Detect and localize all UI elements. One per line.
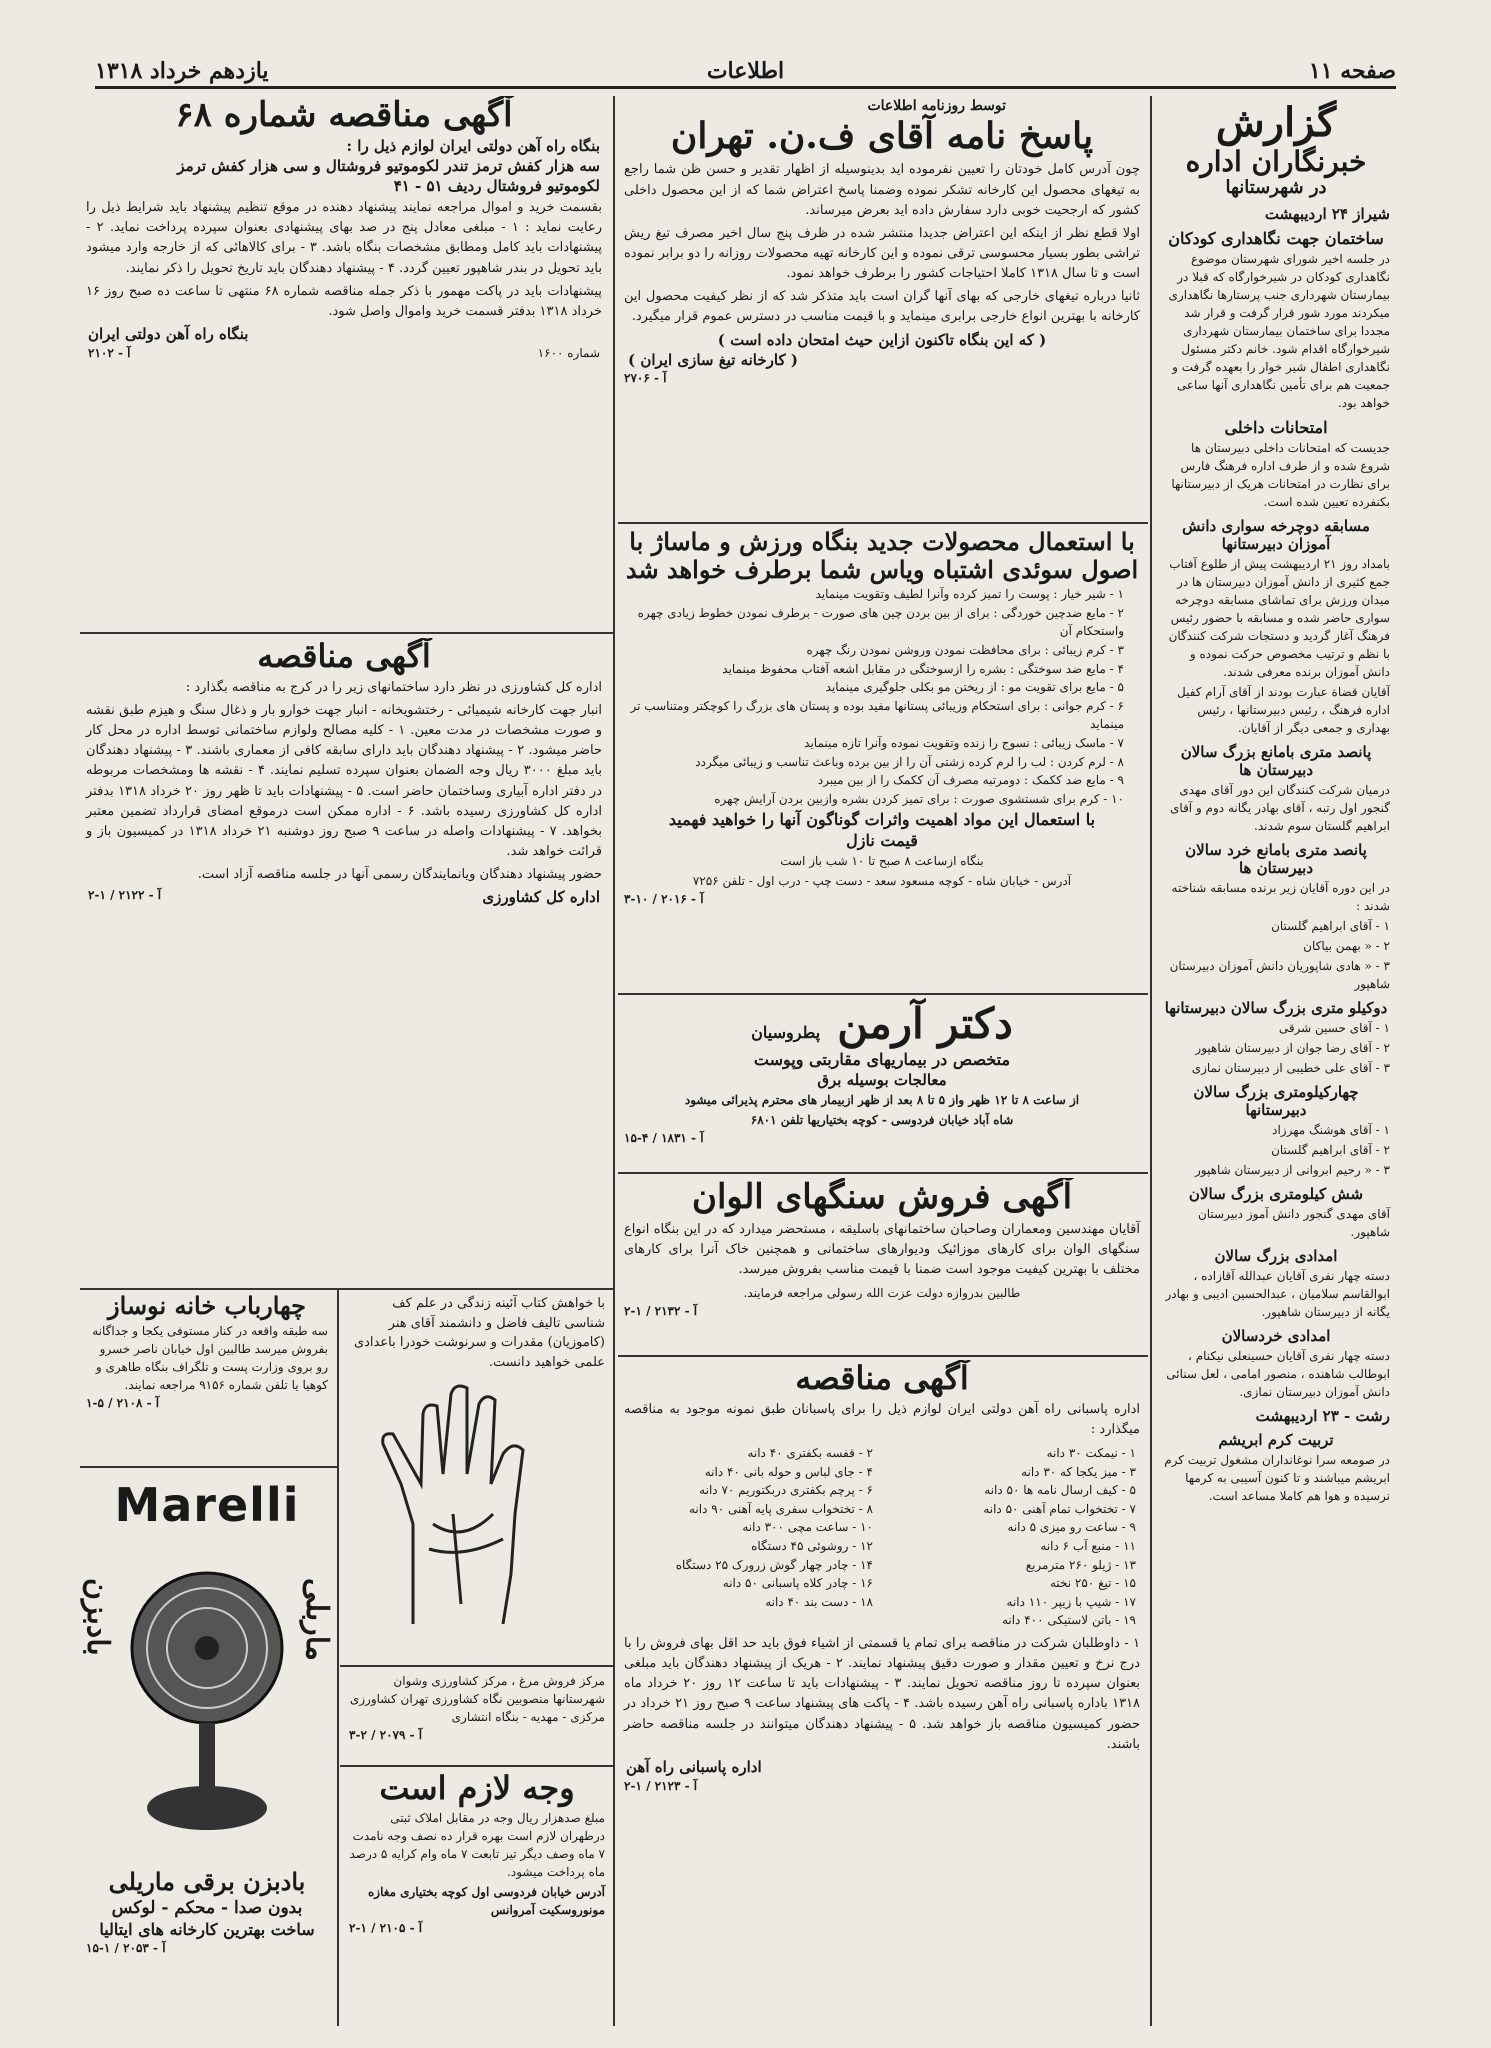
section-rule bbox=[618, 1355, 1148, 1357]
page-header bbox=[95, 50, 1396, 89]
tender68-signature: بنگاه راه آهن دولتی ایران bbox=[88, 324, 249, 343]
doctor-name-row bbox=[618, 1000, 1146, 1048]
reply-signature: ( کارخانه تیغ سازی ایران ) bbox=[628, 350, 798, 369]
section-rule bbox=[80, 1288, 614, 1290]
list-item: ۳ - « هادی شاپوریان دانش آموزان دبیرستان شاهپور bbox=[1169, 958, 1390, 991]
list-item: ۱۳ - ژیلو ۲۶۰ مترمربع bbox=[1025, 1557, 1136, 1572]
list-item: ۱ - نیمکت ۳۰ دانه bbox=[1046, 1446, 1136, 1461]
list-item: ۲ - « بهمن بیاکان bbox=[1303, 938, 1390, 953]
ad-ref: آ - ۲۰۱۶ / ۱۰-۳ bbox=[624, 892, 704, 907]
list-item: ۳ - « رحیم ابروانی از دبیرستان شاهپور bbox=[1195, 1162, 1390, 1177]
paper-name: اطلاعات bbox=[706, 58, 785, 84]
report-head: مسابقه دوچرخه سواری دانش آموزان دبیرستانها bbox=[1182, 516, 1370, 553]
list-item: ۱۲ - روشوئی ۴۵ دستگاه bbox=[751, 1539, 873, 1554]
fan-side-label: ماربلی bbox=[299, 1578, 334, 1661]
list-item: ۸ - تختخواب سفری پایه آهنی ۹۰ دانه bbox=[688, 1501, 873, 1516]
tender68-sub: سه هزار کفش ترمز تندر لکوموتیو فروشتال و سی هزار کفش ترمز bbox=[177, 157, 600, 176]
report-column bbox=[1156, 100, 1396, 2025]
doctor-surname: پطروسیان bbox=[751, 1023, 821, 1042]
dateline: شیراز ۲۴ اردیبهشت bbox=[1264, 204, 1390, 223]
report-text: بامداد روز ۲۱ اردیبهشت پیش از طلوع آفتاب جمع کثیری از دانش آموزان دبیرستان ها در میدان ورزش برای تماشای مسابقه دوچرخه سواری حاضر شده و مسابقه با حضور رئیس فرهنگ آغاز گردید و دستجات شرکت کنندگان با نظم و ترتیب مخصوص حرکت نموده و دانش آموزان برنده معرفی شدند. bbox=[1168, 556, 1390, 679]
report-title: گزارش bbox=[1215, 100, 1337, 146]
tender68-sub: بنگاه راه آهن دولتی ایران لوازم ذیل را : bbox=[346, 137, 600, 156]
list-item: ۱ - آقای حسین شرقی bbox=[1278, 1020, 1390, 1035]
doctor-specialty: متخصص در بیماریهای مقاربتی وپوست bbox=[753, 1050, 1011, 1070]
doctor-ad bbox=[618, 998, 1146, 1168]
list-item: ۶ - پرچم بکفتری دربکتوریم ۷۰ دانه bbox=[699, 1483, 873, 1498]
sport-ad bbox=[618, 528, 1146, 988]
tender68-footer bbox=[88, 346, 600, 360]
report-text: در جلسه اخیر شورای شهرستان موضوع نگاهداری کودکان در شیرخوارگاه که قبلا در بیمارستان شهرداری جنب پرستارها نگاهداری میکردند مورد شور قرار گرفت و قرار شد مجددا برای ساختمان بیمارستان شهرداری شیرخوارگاه اقدام شود. خانم دکتر مسئول نگاهداری اطفال شیر خوار را بعهده گرفت و جمعیت هم برای تأمین نگاهداری آنها ساعی خواهد بود. bbox=[1168, 251, 1390, 410]
stones-ad bbox=[618, 1178, 1146, 1350]
reply-ad bbox=[618, 96, 1146, 516]
list-item: ۴ - جای لباس و حوله بانی ۴۰ دانه bbox=[704, 1464, 873, 1479]
rail-items-col1 bbox=[891, 1444, 1136, 1630]
section-rule bbox=[340, 1665, 614, 1667]
agri-tender-intro: اداره کل کشاورزی در نظر دارد ساختمانهای زیر را در کرج به مناقصه بگذارد : bbox=[185, 679, 602, 695]
agri-tender-title: آگهی مناقصه bbox=[257, 638, 431, 675]
report-sub2: در شهرستانها bbox=[1225, 177, 1327, 199]
ad-ref: آ - ۲۱۰۵ / ۱-۲ bbox=[349, 1920, 423, 1935]
doctor-name: دکتر آرمن bbox=[837, 999, 1013, 1048]
doctor-hours: از ساعت ۸ تا ۱۲ ظهر واز ۵ تا ۸ بعد از ظهر ازبیمار های محترم پذیرائی میشود bbox=[684, 1093, 1080, 1108]
agri-tender-signature: اداره کل کشاورزی bbox=[482, 888, 600, 907]
report-head: تربیت کرم ابریشم bbox=[1218, 1430, 1334, 1449]
ad-ref: آ - ۱۸۳۱ / ۴-۱۵ bbox=[624, 1131, 704, 1146]
sport-slogan: با استعمال این مواد اهمیت واثرات گوناگون آنها را خواهید فهمید bbox=[668, 810, 1096, 830]
stones-text: آقایان مهندسین ومعماران وصاحبان ساختمانهای باسلیقه ، مستحضر میدارد که در این بنگاه انواع سنگهای الوان برای کارهای موزائیک ودیوارهای ساختمانی و همچنین خاک آنرا برای کارهای مختلف با بهترین کیفیت موجود است ضمنا با قیمت مناسب بفروش میرسد. bbox=[624, 1222, 1140, 1278]
report-text: در این دوره آقایان زیر برنده مسابقه شناخته شدند : bbox=[1171, 880, 1390, 913]
list-item: ۱۱ - منبع آب ۶ دانه bbox=[1040, 1539, 1136, 1554]
loan-text: مبلغ صدهزار ریال وجه در مقابل املاک ثبتی درطهران لازم است بهره قرار ده نصف وجه نامدت ۷ ماه وصف دیگر تیز تابعت ۷ ماه وام کرایه ۵ درصد ماه پرداخت میشود. bbox=[349, 1810, 605, 1879]
reply-text: چون آدرس کامل خودتان را تعیین نفرموده اید بدینوسیله از اظهار تقدیر و حسن ظن شما راجع به تیغهای محصول این کارخانه تشکر نموده وضمنا پاسخ اعتراض شما که از این محصول داخلی کشور که ارجحیت خوبی دارد سفارش داده اید بعرض میرساند. bbox=[624, 162, 1140, 218]
reply-text: اولا قطع نظر از اینکه این اعتراض جدیدا منتشر شده در ظرف پنج سال اخیر مصرف تیغ ریش تراشی بطور بسیار محسوسی ترقی نموده و این کارخانه تهیه محصولات روزانه را دو برابر نموده است و تا سال ۱۳۱۸ کاملا احتیاجات کشور را برطرف خواهد نمود. bbox=[624, 225, 1140, 282]
tender68-sub: لکوموتیو فروشتال ردیف ۵۱ - ۴۱ bbox=[393, 177, 600, 196]
report-head: امتحانات داخلی bbox=[1224, 417, 1328, 437]
list-item: ۳ - میز یکجا که ۳۰ دانه bbox=[1021, 1464, 1136, 1479]
loan-ad bbox=[343, 1770, 611, 2025]
list-item: ۱۹ - باتن لاستیکی ۴۰۰ دانه bbox=[1001, 1613, 1136, 1628]
list-item: ۱۰ - کرم برای شستشوی صورت : برای تمیز کردن بشره وازبین بردن آرایش چهره bbox=[714, 791, 1124, 806]
list-item: ۱۰ - ساعت مچی ۳۰۰ دانه bbox=[742, 1520, 873, 1535]
agri-store-ad bbox=[343, 1670, 611, 1760]
section-rule bbox=[80, 632, 614, 634]
sport-price: قیمت نازل bbox=[846, 831, 918, 851]
list-item: ۲ - آقای رضا جوان از دبیرستان شاهپور bbox=[1195, 1040, 1390, 1055]
report-head: پانصد متری بامانع بزرگ سالان دبیرستان ها bbox=[1180, 742, 1372, 779]
report-text: دسته چهار نفری آقایان عبدالله آقازاده ، ابوالقاسم سلامیان ، عبدالحسین ادیبی و بهادر یگانه از دبیرستان شاهپور. bbox=[1165, 1268, 1390, 1319]
column-rule bbox=[337, 1290, 339, 2026]
ad-ref: آ - ۲۱۲۳ / ۱-۲ bbox=[624, 1778, 698, 1793]
section-rule bbox=[618, 522, 1148, 524]
tender68-text: پیشنهادات باید در پاکت مهمور با ذکر جمله مناقصه شماره ۶۸ منتهی تا ساعت ده صبح روز ۱۶ خرداد ۱۳۱۸ بدفتر قسمت خرید واموال واصل شود. bbox=[86, 283, 602, 319]
fan-line: بدون صدا - محکم - لوکس bbox=[111, 1897, 303, 1918]
list-item: ۳ - آقای علی خطیبی از دبیرستان نمازی bbox=[1191, 1060, 1390, 1075]
tender68-num: شماره ۱۶۰۰ bbox=[537, 345, 600, 360]
reply-kicker: توسط روزنامه اطلاعات bbox=[867, 98, 1006, 114]
palm-hand-illustration bbox=[343, 1374, 611, 1644]
stones-title: آگهی فروش سنگهای الوان bbox=[691, 1178, 1073, 1217]
list-item: ۵ - مایع برای تقویت مو : از ریختن مو بکلی جلوگیری مینماید bbox=[825, 680, 1124, 695]
hand-icon bbox=[383, 1386, 523, 1624]
agri-tender-text: انبار جهت کارخانه شیمیائی - رختشویخانه - انبار جهت خوارو بار و ذغال سنگ و هیزم طبق نقشه و صورت مشخصات در مدت معین. ۱ - کلیه مصالح ولوازم ساختمانی توسط اداره در محل کار حاضر میشود. ۲ - پیشنهاد دهندگان باید دارای سابقه کافی از معماری باشند. ۳ - پیشنهاد دهندگان باید مبلغ ۳۰۰۰ ریال وجه الضمان بعنوان سپرده تسلیم نمایند. ۴ - نقشه ها ومشخصات مربوطه در دفتر اداره آبیاری وساختمان حاضر است. ۵ - پیشنهادات باید تا ظهر روز ۲۰ خرداد ۱۳۱۸ بدفتر اداره کل کشاورزی رسیده باشد. ۶ - اداره ممکن است درموقع امضای قرارداد تضمین معتبر بخواهد. ۷ - پیشنهادات واصله در ساعت ۹ صبح روز دوشنبه ۲۱ خرداد ۱۳۱۸ در کمیسیون باز و قرائت خواهد شد. bbox=[86, 702, 603, 859]
list-item: ۳ - کرم زیبائی : برای محافظت نمودن وروشن نمودن رنگ چهره bbox=[806, 642, 1124, 657]
list-item: ۱ - آقای ابراهیم گلستان bbox=[1271, 918, 1390, 933]
rail-conditions: ۱ - داوطلبان شرکت در مناقصه برای تمام یا قسمتی از اشیاء فوق باید حد اقل بهای فروش را با درج نرخ و تعیین مقدار و صورت دقیق پیشنهاد نمایند. ۲ - هریک از پیشنهاد دهندگان باید مبلغی بعنوان سپرده تا روز مناقصه تحویل نمایند. ۳ - پیشنهادات باید تا ساعت ۱۲ روز ۲۰ خرداد ماه ۱۳۱۸ باداره پاسبانی راه آهن رسیده باشد. ۴ - پاکت های پیشنهاد ساعت ۹ صبح روز ۲۱ خرداد در حضور کمیسیون مناقصه باز خواهد شد. ۵ - پیشنهاد دهندگان میتوانند در جلسه مناقصه حاضر باشند. bbox=[624, 1636, 1141, 1752]
list-item: ۹ - مایع ضد ککمک : دومرتبه مصرف آن ککمک را از بین میبرد bbox=[817, 773, 1124, 788]
report-text: آقایان قضاة عبارت بودند از آقای آرام کفیل اداره فرهنگ ، رئیس دبیرستانها ، رئیس بهداری و جمعی دیگر از آقایان. bbox=[1176, 684, 1390, 735]
report-text: آقای مهدی گنجور دانش آموز دبیرستان شاهپور. bbox=[1197, 1206, 1390, 1239]
list-item: ۵ - کیف ارسال نامه ها ۵۰ دانه bbox=[984, 1483, 1136, 1498]
column-rule bbox=[1150, 96, 1152, 2026]
agri-tender-ad bbox=[80, 638, 608, 1283]
fan-illustration-area bbox=[80, 1538, 334, 1868]
ad-ref: آ - ۲۰۷۹ / ۲-۳ bbox=[349, 1728, 423, 1742]
report-text: در صومعه سرا نوغانداران مشغول تربیت کرم ابریشم میباشند و تا کنون آسیبی به کرمها نرسیده و هوا هم کاملا مساعد است. bbox=[1164, 1452, 1390, 1503]
doctor-treatment: معالجات بوسیله برق bbox=[817, 1071, 947, 1090]
sport-address: آدرس - خیابان شاه - کوچه مسعود سعد - دست چپ - درب اول - تلفن ۷۲۵۶ bbox=[692, 874, 1072, 889]
tender68-text: بقسمت خرید و اموال مراجعه نمایند پیشنهاد دهنده در موقع تنظیم پیشنهاد باید شرایط ذیل را رعایت نماید : ۱ - مبلغی معادل پنج در صد بهای پیشنهادی بعنوان سپرده پرداخت نماید. ۲ - پیشنهادات باید کامل ومطابق مشخصات بنگاه باشد. ۳ - برای کالاهائی که از خارجه وارد میشود باید تحویل در بندر شاهپور تعیین گردد. ۴ - پیشنهاد دهندگان باید تاریخ تحویل را ذکر نمایند. bbox=[86, 200, 602, 276]
loan-address: آدرس خیابان فردوسی اول کوچه بختیاری مغازه مونوروسکیت آمروانس bbox=[368, 1884, 605, 1917]
reply-text: ثانیا درباره تیغهای خارجی که بهای آنها گران است باید متذکر شد که از نظر کیفیت محصول این کارخانه با بهترین انواع خارجی برابری مینماید و با قیمت مناسب در دسترس عموم قرار میگیرد. bbox=[624, 289, 1140, 325]
house-text: سه طبقه واقعه در کنار مستوفی یکجا و جداگانه بفروش میرسد طالبین اول خیابان ناصر خسرو رو بروی وزارت پست و تلگراف بنگاه طاهری و کوهیا یا تلفن شماره ۹۱۵۶ مراجعه نمایند. bbox=[92, 1323, 328, 1392]
list-item: ۹ - ساعت رو میزی ۵ دانه bbox=[1007, 1520, 1136, 1535]
stones-address: طالبین بدروازه دولت عزت الله رسولی مراجعه فرمایند. bbox=[743, 1285, 1021, 1300]
page-number: صفحه ۱۱ bbox=[1308, 58, 1396, 84]
ad-ref: آ - ۲۱۳۲ / ۱-۲ bbox=[624, 1303, 698, 1318]
section-rule bbox=[340, 1765, 614, 1767]
list-item: ۲ - مایع ضدچین خوردگی : برای از بین بردن چین های صورت - برطرف نمودن خطوط زیادی چهره واستحکام آن bbox=[637, 605, 1124, 639]
doctor-address: شاه آباد خیابان فردوسی - کوچه بختیاریها تلفن ۶۸۰۱ bbox=[750, 1113, 1014, 1128]
report-text: جدیست که امتحانات داخلی دبیرستان ها شروع شده و از طرف اداره فرهنگ فارس برای نظارت در امتحانات هریک از دبیرستانها بکنفرده تعیین شده است. bbox=[1171, 440, 1390, 509]
loan-title: وجه لازم است bbox=[379, 1770, 575, 1807]
report-text: درمیان شرکت کنندگان این دور آقای مهدی گنجور اول رتبه ، آقای بهادر یگانه دوم و آقای ابراهیم گلستان سوم شدند. bbox=[1170, 782, 1390, 833]
list-item: ۱۷ - شیپ با زیپر ۱۱۰ دانه bbox=[1006, 1594, 1136, 1609]
rail-title: آگهی مناقصه bbox=[795, 1360, 969, 1397]
rail-items bbox=[628, 1444, 1136, 1630]
house-title: چهارباب خانه نوساز bbox=[108, 1292, 306, 1320]
report-subtitle: خبرنگاران اداره bbox=[1185, 145, 1367, 178]
list-item: ۲ - قفسه بکفتری ۴۰ دانه bbox=[747, 1446, 873, 1461]
rail-items-col2 bbox=[628, 1444, 873, 1630]
fan-ad bbox=[80, 1472, 334, 2025]
palm-ad bbox=[343, 1292, 611, 1662]
report-head: امدادی بزرگ سالان bbox=[1214, 1246, 1338, 1265]
list-item: ۱۶ - چادر کلاه پاسبانی ۵۰ دانه bbox=[722, 1576, 873, 1591]
list-item: ۱ - شیر خیار : پوست را تمیز کرده وآنرا لطیف وتقویت مینماید bbox=[815, 587, 1124, 602]
report-head: امدادی خردسالان bbox=[1221, 1326, 1331, 1345]
list-item: ۱۵ - تیغ ۲۵۰ نخته bbox=[1049, 1576, 1136, 1591]
palm-text: با خواهش کتاب آئینه زندگی در علم کف شناسی تالیف فاضل و دانشمند آقای هنر (کاموزیان) مقدرات و سرنوشت خودرا باعدادی علمی خواهید دانست. bbox=[353, 1296, 605, 1370]
report-text: دسته چهار نفری آقایان حسینعلی نیکنام ، ابوطالب شاهنده ، منصور امامی ، لعل سنائی دانش آموزان دبیرستان نمازی. bbox=[1166, 1348, 1390, 1399]
report-head: دوکیلو متری بزرگ سالان دبیرستانها bbox=[1164, 998, 1388, 1017]
reply-title: پاسخ نامه آقای ف.ن. تهران bbox=[670, 115, 1094, 157]
section-rule bbox=[618, 993, 1148, 995]
rail-signature: اداره پاسبانی راه آهن bbox=[626, 1757, 762, 1776]
report-head: پانصد متری بامانع خرد سالان دبیرستان ها bbox=[1185, 840, 1367, 877]
fan-icon bbox=[127, 1548, 287, 1848]
ad-ref: آ - ۲۱۰۸ / ۵-۱ bbox=[86, 1395, 160, 1410]
house-ad bbox=[80, 1292, 334, 1462]
agri-store-text: مرکز فروش مرغ ، مرکز کشاورزی وشوان شهرستانها منصوبین نگاه کشاورزی تهران کشاورزی مرکزی - مهدیه - بنگاه انتشاری bbox=[349, 1674, 605, 1724]
fan-title: بادبزن برقی ماریلی bbox=[108, 1867, 306, 1896]
report-head: ساختمان جهت نگاهداری کودکان bbox=[1168, 228, 1384, 248]
list-item: ۶ - کرم جوانی : برای استحکام وزیبائی پستانها مفید بوده و پستان های بزرگ را کوچکتر ومتناسب تر مینماید bbox=[630, 698, 1124, 732]
column-rule bbox=[613, 96, 615, 2026]
dateline: رشت - ۲۳ اردیبهشت bbox=[1255, 1406, 1390, 1425]
list-item: ۴ - مایع ضد سوختگی : بشره را ازسوختگی در مقابل اشعه آفتاب محفوظ مینماید bbox=[722, 661, 1124, 676]
fan-line: ساخت بهترین کارخانه های ایتالیا bbox=[99, 1919, 315, 1939]
list-item: ۱۴ - چادر چهار گوش زرورک ۲۵ دستگاه bbox=[675, 1557, 873, 1572]
fan-side-label: بادبزن bbox=[80, 1578, 115, 1656]
report-head: شش کیلومتری بزرگ سالان bbox=[1188, 1184, 1364, 1203]
sport-title: با استعمال محصولات جدید بنگاه ورزش و ماساژ با اصول سوئدی اشتباه ویاس شما برطرف خواهد شد bbox=[625, 528, 1139, 584]
sport-hours: بنگاه ازساعت ۸ صبح تا ۱۰ شب باز است bbox=[780, 854, 984, 869]
ad-ref: آ - ۲۱۲۲ / ۱-۲ bbox=[88, 888, 162, 903]
list-item: ۷ - ماسک زیبائی : نسوج را زنده وتقویت نموده وآنرا تازه مینماید bbox=[804, 735, 1124, 750]
ad-ref: آ - ۲۰۵۳ / ۱-۱۵ bbox=[86, 1940, 166, 1955]
tender68-title: آگهی مناقصه شماره ۶۸ bbox=[175, 96, 513, 135]
list-item: ۷ - تختخواب تمام آهنی ۵۰ دانه bbox=[983, 1501, 1136, 1516]
rail-tender-ad bbox=[618, 1360, 1146, 2025]
section-rule bbox=[80, 1466, 338, 1468]
agri-tender-footer bbox=[88, 888, 600, 906]
tender68-ad bbox=[80, 96, 608, 626]
list-item: ۱ - آقای هوشنگ مهرزاد bbox=[1272, 1122, 1390, 1137]
reply-quote: ( که این بنگاه تاکنون ازاین حیث امتحان داده است ) bbox=[717, 330, 1047, 349]
section-rule bbox=[618, 1172, 1148, 1174]
report-head: چهارکیلومتری بزرگ سالان دبیرستانها bbox=[1193, 1082, 1359, 1119]
ad-ref: آ - ۲۱۰۲ bbox=[88, 345, 131, 360]
list-item: ۲ - آقای ابراهیم گلستان bbox=[1271, 1142, 1390, 1157]
brand-logo: Marelli bbox=[114, 1478, 300, 1532]
list-item: ۸ - لرم کردن : لب را لرم کرده زشتی آن را از بین برده وباعث تناسب و زیبائی میگردد bbox=[695, 754, 1124, 769]
list-item: ۱۸ - دست بند ۴۰ دانه bbox=[765, 1594, 873, 1609]
rail-intro: اداره پاسبانی راه آهن دولتی ایران لوازم ذیل را برای پاسبانان طبق نمونه موجود به مناقصه میگذارد : bbox=[624, 1401, 1140, 1437]
ad-ref: آ - ۲۷۰۶ bbox=[624, 370, 667, 385]
issue-date: یازدهم خرداد ۱۳۱۸ bbox=[95, 58, 269, 84]
agri-tender-note: حضور پیشنهاد دهندگان ویانمایندگان رسمی آنها در جلسه مناقصه آزاد است. bbox=[197, 867, 602, 883]
